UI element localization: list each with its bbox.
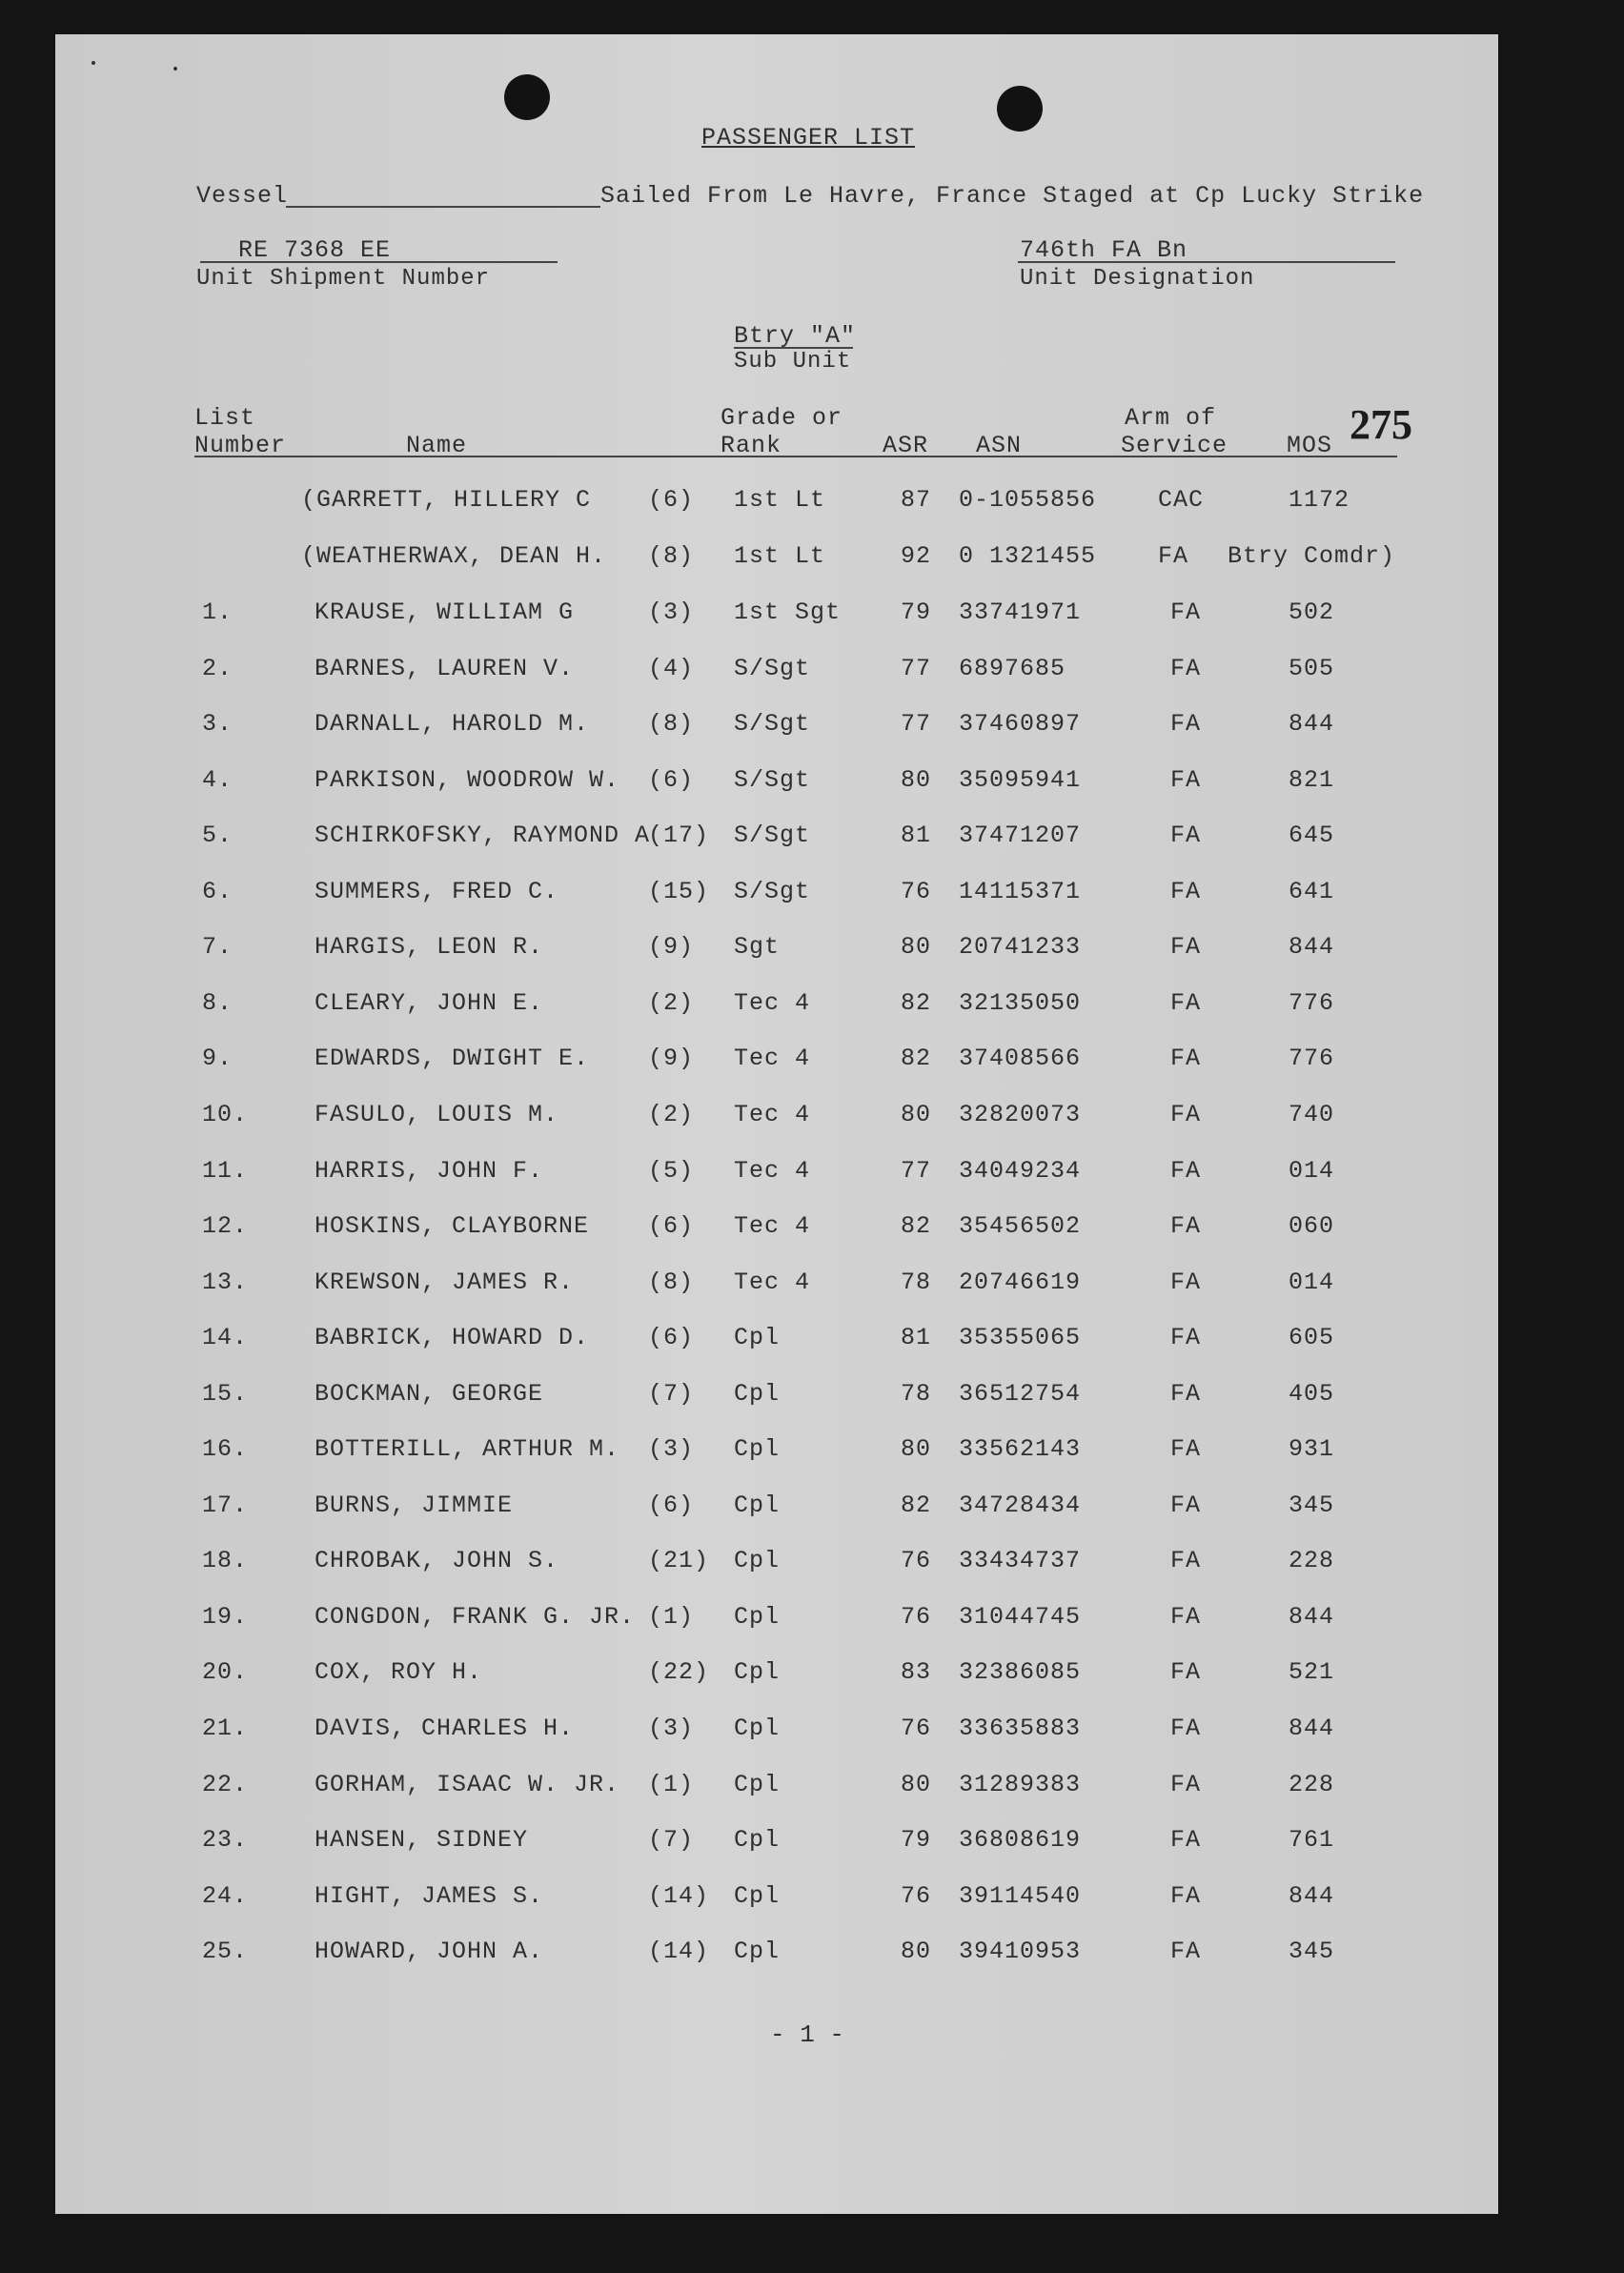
cell-arm: FA xyxy=(1170,599,1202,626)
cell-asr: 81 xyxy=(901,1324,932,1352)
cell-arm: FA xyxy=(1170,988,1202,1017)
cell-name: SUMMERS, FRED C. xyxy=(315,877,559,905)
cell-asn: 32135050 xyxy=(959,988,1082,1017)
cell-asr: 78 xyxy=(901,1268,932,1296)
cell-asr: 83 xyxy=(901,1658,932,1687)
sub-unit-label: Sub Unit xyxy=(734,349,852,375)
cell-code: (14) xyxy=(648,1881,710,1910)
sailed-from-text: Sailed From Le Havre, France Staged at Cp Lucky Strike xyxy=(600,182,1425,210)
cell-name: CHROBAK, JOHN S. xyxy=(315,1547,559,1575)
col-grade-2: Rank xyxy=(721,432,782,459)
cell-mos: 345 xyxy=(1289,1938,1335,1966)
vessel-label: Vessel xyxy=(196,182,289,210)
unit-designation: 746th FA Bn xyxy=(1020,236,1188,264)
cell-rank: Tec 4 xyxy=(734,988,811,1017)
cell-code: (3) xyxy=(648,1715,695,1742)
cell-name: FASULO, LOUIS M. xyxy=(315,1100,559,1128)
cell-name: EDWARDS, DWIGHT E. xyxy=(315,1045,590,1073)
cell-asr: 80 xyxy=(901,933,932,962)
cell-asr: 76 xyxy=(901,877,932,905)
cell-name: SCHIRKOFSKY, RAYMOND A xyxy=(315,822,651,850)
cell-rank: Cpl xyxy=(734,1435,781,1464)
cell-asr: 77 xyxy=(901,710,932,739)
cell-code: (14) xyxy=(648,1938,710,1966)
cell-mos: 060 xyxy=(1289,1212,1335,1241)
shipment-number: RE 7368 EE xyxy=(238,236,392,264)
cell-rank: Tec 4 xyxy=(734,1156,811,1185)
cell-code: (6) xyxy=(648,486,695,514)
cell-arm: FA xyxy=(1170,1435,1202,1464)
cell-asn: 36512754 xyxy=(959,1379,1082,1408)
cell-asr: 79 xyxy=(901,599,932,626)
col-arm-1: Arm of xyxy=(1125,404,1217,432)
cell-rank: S/Sgt xyxy=(734,822,811,850)
cell-code: (6) xyxy=(648,765,695,794)
cell-rank: Cpl xyxy=(734,1379,781,1408)
cell-num: 7. xyxy=(202,933,233,962)
cell-name: HARGIS, LEON R. xyxy=(315,933,544,962)
cell-rank: Tec 4 xyxy=(734,1045,811,1073)
cell-asr: 80 xyxy=(901,1938,932,1966)
cell-arm: FA xyxy=(1170,654,1202,682)
cell-rank: Cpl xyxy=(734,1491,781,1519)
unit-designation-label: Unit Designation xyxy=(1020,266,1255,292)
cell-code: (6) xyxy=(648,1324,695,1352)
cell-mos: 776 xyxy=(1289,988,1335,1017)
cell-num: 17. xyxy=(202,1491,249,1519)
cell-name: BARNES, LAUREN V. xyxy=(315,654,575,682)
cell-mos: 502 xyxy=(1289,599,1335,626)
cell-num: 9. xyxy=(202,1045,233,1073)
cell-name: CLEARY, JOHN E. xyxy=(315,988,544,1017)
cell-arm: FA xyxy=(1170,1379,1202,1408)
cell-asn: 35456502 xyxy=(959,1212,1082,1241)
cell-asr: 82 xyxy=(901,1212,932,1241)
cell-mos: 931 xyxy=(1289,1435,1335,1464)
cell-rank: Tec 4 xyxy=(734,1212,811,1241)
shipment-label: Unit Shipment Number xyxy=(196,266,491,292)
cell-rank: Sgt xyxy=(734,933,781,962)
cell-asn: 20741233 xyxy=(959,933,1082,962)
cell-asn: 37460897 xyxy=(959,710,1082,739)
cell-num: 11. xyxy=(202,1156,249,1185)
cell-code: (1) xyxy=(648,1602,695,1631)
speck xyxy=(91,61,95,65)
cell-asr: 80 xyxy=(901,1100,932,1128)
cell-code: (3) xyxy=(648,1435,695,1464)
cell-arm: FA xyxy=(1170,1045,1202,1073)
cell-arm: CAC xyxy=(1158,486,1205,514)
cell-name: (GARRETT, HILLERY C xyxy=(301,486,592,514)
cell-arm: FA xyxy=(1170,1100,1202,1128)
cell-mos: 505 xyxy=(1289,654,1335,682)
cell-asr: 79 xyxy=(901,1826,932,1855)
cell-asr: 92 xyxy=(901,542,932,570)
cell-name: BURNS, JIMMIE xyxy=(315,1491,514,1519)
cell-num: 2. xyxy=(202,654,233,682)
cell-arm: FA xyxy=(1170,1324,1202,1352)
cell-code: (21) xyxy=(648,1547,710,1575)
cell-num: 24. xyxy=(202,1881,249,1910)
cell-arm: FA xyxy=(1170,933,1202,962)
cell-mos: 844 xyxy=(1289,1715,1335,1742)
cell-name: HARRIS, JOHN F. xyxy=(315,1156,544,1185)
cell-mos: 641 xyxy=(1289,877,1335,905)
cell-arm: FA xyxy=(1170,1156,1202,1185)
cell-num: 21. xyxy=(202,1715,249,1742)
page-title: PASSENGER LIST xyxy=(701,124,916,152)
cell-arm: FA xyxy=(1170,1938,1202,1966)
cell-code: (4) xyxy=(648,654,695,682)
cell-code: (9) xyxy=(648,933,695,962)
cell-mos: 1172 xyxy=(1289,486,1350,514)
cell-rank: Cpl xyxy=(734,1938,781,1966)
cell-arm: FA xyxy=(1170,822,1202,850)
cell-arm: FA xyxy=(1158,542,1189,570)
cell-rank: 1st Sgt xyxy=(734,599,842,626)
cell-name: GORHAM, ISAAC W. JR. xyxy=(315,1770,620,1798)
cell-rank: S/Sgt xyxy=(734,710,811,739)
cell-name: DARNALL, HAROLD M. xyxy=(315,710,590,739)
cell-num: 10. xyxy=(202,1100,249,1128)
shipment-line xyxy=(200,261,558,263)
cell-rank: Cpl xyxy=(734,1770,781,1798)
cell-rank: Tec 4 xyxy=(734,1100,811,1128)
cell-asn: 34728434 xyxy=(959,1491,1082,1519)
cell-asr: 82 xyxy=(901,1045,932,1073)
cell-asn: 33562143 xyxy=(959,1435,1082,1464)
cell-num: 4. xyxy=(202,765,233,794)
col-list-number-2: Number xyxy=(194,432,287,459)
cell-asr: 82 xyxy=(901,1491,932,1519)
cell-rank: Tec 4 xyxy=(734,1268,811,1296)
cell-asr: 78 xyxy=(901,1379,932,1408)
col-mos: MOS xyxy=(1287,432,1333,459)
header-rule xyxy=(194,456,1397,457)
unit-designation-line xyxy=(1018,261,1395,263)
cell-mos: 014 xyxy=(1289,1156,1335,1185)
cell-rank: S/Sgt xyxy=(734,877,811,905)
cell-num: 15. xyxy=(202,1379,249,1408)
vessel-blank xyxy=(286,206,600,208)
cell-rank: Cpl xyxy=(734,1658,781,1687)
cell-num: 18. xyxy=(202,1547,249,1575)
cell-num: 14. xyxy=(202,1324,249,1352)
cell-rank: Cpl xyxy=(734,1547,781,1575)
cell-num: 16. xyxy=(202,1435,249,1464)
cell-code: (7) xyxy=(648,1379,695,1408)
cell-asr: 76 xyxy=(901,1602,932,1631)
cell-mos: 645 xyxy=(1289,822,1335,850)
cell-mos: 844 xyxy=(1289,710,1335,739)
cell-num: 6. xyxy=(202,877,233,905)
cell-code: (15) xyxy=(648,877,710,905)
cell-asr: 76 xyxy=(901,1715,932,1742)
cell-asr: 80 xyxy=(901,1770,932,1798)
cell-asn: 33434737 xyxy=(959,1547,1082,1575)
cell-code: (17) xyxy=(648,822,710,850)
cell-asr: 76 xyxy=(901,1547,932,1575)
col-grade-1: Grade or xyxy=(721,404,843,432)
cell-code: (5) xyxy=(648,1156,695,1185)
cell-asn: 33741971 xyxy=(959,599,1082,626)
cell-rank: 1st Lt xyxy=(734,486,826,514)
cell-asn: 32820073 xyxy=(959,1100,1082,1128)
cell-mos: Btry Comdr) xyxy=(1228,542,1396,570)
cell-mos: 345 xyxy=(1289,1491,1335,1519)
cell-rank: Cpl xyxy=(734,1324,781,1352)
cell-code: (22) xyxy=(648,1658,710,1687)
cell-mos: 844 xyxy=(1289,1881,1335,1910)
cell-asn: 20746619 xyxy=(959,1268,1082,1296)
cell-rank: 1st Lt xyxy=(734,542,826,570)
cell-num: 19. xyxy=(202,1602,249,1631)
cell-arm: FA xyxy=(1170,877,1202,905)
cell-asn: 35095941 xyxy=(959,765,1082,794)
cell-num: 5. xyxy=(202,822,233,850)
cell-name: HOSKINS, CLAYBORNE xyxy=(315,1212,590,1241)
cell-code: (8) xyxy=(648,710,695,739)
cell-asr: 77 xyxy=(901,1156,932,1185)
cell-code: (8) xyxy=(648,542,695,570)
cell-arm: FA xyxy=(1170,1715,1202,1742)
cell-mos: 014 xyxy=(1289,1268,1335,1296)
cell-rank: Cpl xyxy=(734,1881,781,1910)
cell-name: COX, ROY H. xyxy=(315,1658,483,1687)
cell-mos: 228 xyxy=(1289,1547,1335,1575)
cell-asr: 82 xyxy=(901,988,932,1017)
sub-unit: Btry "A" xyxy=(734,322,857,350)
page-number: - 1 - xyxy=(770,2020,845,2049)
cell-arm: FA xyxy=(1170,765,1202,794)
punch-hole xyxy=(504,74,550,120)
cell-asr: 77 xyxy=(901,654,932,682)
cell-name: KRAUSE, WILLIAM G xyxy=(315,599,575,626)
cell-asn: 37471207 xyxy=(959,822,1082,850)
cell-arm: FA xyxy=(1170,1658,1202,1687)
cell-num: 12. xyxy=(202,1212,249,1241)
cell-rank: S/Sgt xyxy=(734,765,811,794)
cell-name: BOTTERILL, ARTHUR M. xyxy=(315,1435,620,1464)
cell-arm: FA xyxy=(1170,1212,1202,1241)
cell-name: BABRICK, HOWARD D. xyxy=(315,1324,590,1352)
cell-arm: FA xyxy=(1170,1881,1202,1910)
cell-arm: FA xyxy=(1170,1770,1202,1798)
cell-asn: 0-1055856 xyxy=(959,486,1097,514)
cell-name: PARKISON, WOODROW W. xyxy=(315,765,620,794)
cell-num: 20. xyxy=(202,1658,249,1687)
cell-name: HOWARD, JOHN A. xyxy=(315,1938,544,1966)
speck xyxy=(173,67,177,71)
cell-name: CONGDON, FRANK G. JR. xyxy=(315,1602,636,1631)
cell-name: BOCKMAN, GEORGE xyxy=(315,1379,544,1408)
cell-rank: S/Sgt xyxy=(734,654,811,682)
cell-arm: FA xyxy=(1170,1826,1202,1855)
cell-rank: Cpl xyxy=(734,1715,781,1742)
cell-asr: 81 xyxy=(901,822,932,850)
cell-asn: 34049234 xyxy=(959,1156,1082,1185)
cell-num: 1. xyxy=(202,599,233,626)
cell-arm: FA xyxy=(1170,1268,1202,1296)
cell-code: (8) xyxy=(648,1268,695,1296)
col-asr: ASR xyxy=(883,432,929,459)
cell-asn: 39410953 xyxy=(959,1938,1082,1966)
cell-num: 3. xyxy=(202,710,233,739)
cell-num: 22. xyxy=(202,1770,249,1798)
cell-arm: FA xyxy=(1170,1491,1202,1519)
cell-mos: 844 xyxy=(1289,1602,1335,1631)
cell-mos: 821 xyxy=(1289,765,1335,794)
cell-asn: 35355065 xyxy=(959,1324,1082,1352)
cell-arm: FA xyxy=(1170,1602,1202,1631)
cell-asn: 14115371 xyxy=(959,877,1082,905)
col-name: Name xyxy=(406,432,468,459)
cell-rank: Cpl xyxy=(734,1826,781,1855)
cell-asr: 80 xyxy=(901,765,932,794)
cell-asn: 36808619 xyxy=(959,1826,1082,1855)
cell-num: 13. xyxy=(202,1268,249,1296)
cell-name: HANSEN, SIDNEY xyxy=(315,1826,529,1855)
cell-mos: 776 xyxy=(1289,1045,1335,1073)
cell-code: (6) xyxy=(648,1491,695,1519)
cell-code: (6) xyxy=(648,1212,695,1241)
cell-asn: 39114540 xyxy=(959,1881,1082,1910)
cell-asn: 31289383 xyxy=(959,1770,1082,1798)
col-list-number-1: List xyxy=(194,404,256,432)
cell-asr: 76 xyxy=(901,1881,932,1910)
cell-asr: 87 xyxy=(901,486,932,514)
cell-name: DAVIS, CHARLES H. xyxy=(315,1715,575,1742)
cell-mos: 761 xyxy=(1289,1826,1335,1855)
cell-num: 23. xyxy=(202,1826,249,1855)
cell-code: (7) xyxy=(648,1826,695,1855)
cell-asn: 31044745 xyxy=(959,1602,1082,1631)
cell-name: KREWSON, JAMES R. xyxy=(315,1268,575,1296)
cell-asr: 80 xyxy=(901,1435,932,1464)
cell-code: (3) xyxy=(648,599,695,626)
stamp-number: 275 xyxy=(1350,401,1412,448)
col-asn: ASN xyxy=(976,432,1023,459)
col-arm-2: Service xyxy=(1121,432,1228,459)
cell-name: HIGHT, JAMES S. xyxy=(315,1881,544,1910)
cell-mos: 521 xyxy=(1289,1658,1335,1687)
cell-asn: 37408566 xyxy=(959,1045,1082,1073)
cell-name: (WEATHERWAX, DEAN H. xyxy=(301,542,607,570)
cell-rank: Cpl xyxy=(734,1602,781,1631)
cell-arm: FA xyxy=(1170,710,1202,739)
cell-mos: 405 xyxy=(1289,1379,1335,1408)
cell-asn: 32386085 xyxy=(959,1658,1082,1687)
cell-arm: FA xyxy=(1170,1547,1202,1575)
cell-num: 25. xyxy=(202,1938,249,1966)
cell-code: (9) xyxy=(648,1045,695,1073)
cell-code: (1) xyxy=(648,1770,695,1798)
cell-code: (2) xyxy=(648,1100,695,1128)
cell-asn: 33635883 xyxy=(959,1715,1082,1742)
cell-asn: 0 1321455 xyxy=(959,542,1097,570)
cell-mos: 228 xyxy=(1289,1770,1335,1798)
cell-mos: 740 xyxy=(1289,1100,1335,1128)
punch-hole xyxy=(997,86,1043,132)
cell-mos: 844 xyxy=(1289,933,1335,962)
cell-code: (2) xyxy=(648,988,695,1017)
cell-asn: 6897685 xyxy=(959,654,1066,682)
cell-mos: 605 xyxy=(1289,1324,1335,1352)
cell-num: 8. xyxy=(202,988,233,1017)
